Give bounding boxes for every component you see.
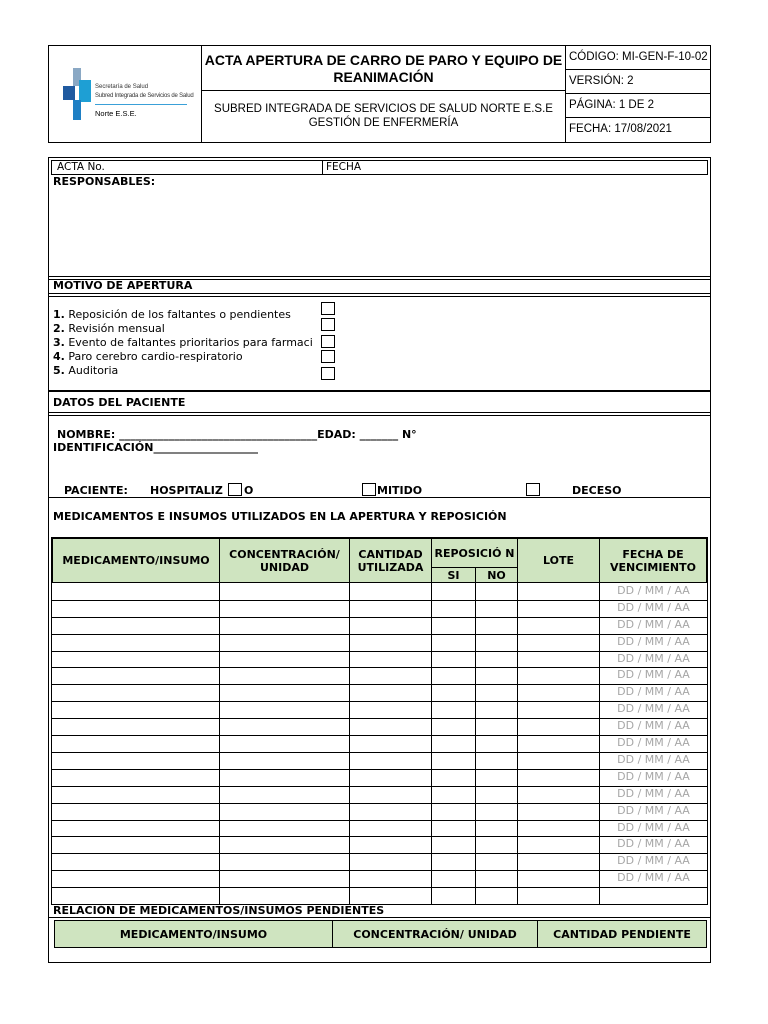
table-cell[interactable] bbox=[219, 634, 350, 652]
col-lote: LOTE bbox=[517, 538, 600, 583]
table-cell[interactable] bbox=[517, 634, 600, 652]
table-cell[interactable] bbox=[349, 701, 432, 719]
table-cell[interactable] bbox=[219, 718, 350, 736]
table-cell[interactable] bbox=[599, 853, 708, 871]
col-concentracion: CONCENTRACIÓN/ UNIDAD bbox=[219, 538, 350, 583]
table-cell[interactable] bbox=[349, 684, 432, 702]
logo-text-2: Subred Integrada de Servicios de Salud bbox=[95, 93, 194, 99]
table-cell[interactable] bbox=[52, 786, 220, 804]
table-cell[interactable] bbox=[599, 617, 708, 635]
table-cell[interactable] bbox=[431, 769, 476, 787]
date-placeholder: DD / MM / AA bbox=[617, 854, 690, 868]
hospitaliz-o-label: O bbox=[244, 484, 254, 497]
table-cell[interactable] bbox=[599, 887, 708, 905]
table-cell[interactable] bbox=[349, 786, 432, 804]
table-row bbox=[52, 667, 707, 684]
motivo-item-1 bbox=[53, 308, 291, 321]
table-cell[interactable] bbox=[431, 836, 476, 854]
table-cell[interactable] bbox=[349, 600, 432, 618]
table-cell[interactable] bbox=[517, 684, 600, 702]
col-cantidad: CANTIDAD UTILIZADA bbox=[349, 538, 432, 583]
table-cell[interactable] bbox=[52, 735, 220, 753]
table-cell[interactable] bbox=[517, 583, 600, 601]
table-cell[interactable] bbox=[475, 617, 518, 635]
table-cell[interactable] bbox=[599, 752, 708, 770]
table-cell[interactable] bbox=[52, 651, 220, 669]
table-cell[interactable] bbox=[349, 853, 432, 871]
table-cell[interactable] bbox=[52, 634, 220, 652]
date-placeholder: DD / MM / AA bbox=[617, 584, 690, 597]
table-cell[interactable] bbox=[517, 752, 600, 770]
table-cell[interactable] bbox=[599, 735, 708, 753]
table-cell[interactable] bbox=[431, 853, 476, 871]
table-cell[interactable] bbox=[599, 786, 708, 804]
table-cell[interactable] bbox=[219, 600, 350, 618]
table-cell[interactable] bbox=[52, 684, 220, 702]
table-row bbox=[52, 803, 707, 820]
table-row bbox=[52, 600, 707, 617]
medicamentos-table bbox=[51, 537, 708, 905]
table-cell[interactable] bbox=[349, 735, 432, 753]
date-placeholder: DD / MM / AA bbox=[617, 617, 690, 631]
col2-cantidad-pendiente: CANTIDAD PENDIENTE bbox=[537, 920, 707, 948]
table-cell[interactable] bbox=[349, 651, 432, 669]
pendientes-title: RELACIÓN DE MEDICAMENTOS/INSUMOS PENDIENTES bbox=[53, 904, 385, 917]
motivo-checkbox-1[interactable] bbox=[321, 302, 335, 315]
table-cell[interactable] bbox=[475, 583, 518, 601]
divider bbox=[49, 293, 710, 297]
table-cell[interactable] bbox=[475, 853, 518, 871]
motivo-num: 3. bbox=[53, 336, 65, 349]
table-cell[interactable] bbox=[431, 786, 476, 804]
table-cell[interactable] bbox=[599, 634, 708, 652]
table-cell[interactable] bbox=[52, 769, 220, 787]
table-cell[interactable] bbox=[475, 684, 518, 702]
identificacion-line[interactable]: IDENTIFICACIÓN___________________ bbox=[53, 441, 258, 454]
table-cell[interactable] bbox=[599, 667, 708, 685]
codigo: CÓDIGO: MI-GEN-F-10-02 bbox=[566, 46, 711, 70]
table-cell[interactable] bbox=[349, 718, 432, 736]
table-cell[interactable] bbox=[219, 836, 350, 854]
motivo-item-5 bbox=[53, 364, 118, 377]
date-placeholder: DD / MM / AA bbox=[617, 752, 690, 766]
table-cell[interactable] bbox=[219, 667, 350, 685]
table-cell[interactable] bbox=[219, 735, 350, 753]
table-row bbox=[52, 870, 707, 887]
logo-text-1: Secretaría de Salud bbox=[95, 84, 149, 90]
date-placeholder: DD / MM / AA bbox=[617, 685, 690, 699]
deceso-checkbox[interactable] bbox=[526, 483, 540, 496]
paciente-label: PACIENTE: bbox=[64, 484, 128, 497]
table-row bbox=[52, 769, 707, 786]
table-cell[interactable] bbox=[219, 752, 350, 770]
table-cell[interactable] bbox=[431, 718, 476, 736]
fecha-label: FECHA bbox=[326, 161, 362, 173]
table-cell[interactable] bbox=[431, 684, 476, 702]
table-body bbox=[52, 583, 707, 904]
table-cell[interactable] bbox=[219, 701, 350, 719]
motivo-text: Evento de faltantes prioritarios para farmaci bbox=[68, 336, 313, 349]
table-cell[interactable] bbox=[517, 701, 600, 719]
table-cell[interactable] bbox=[517, 769, 600, 787]
table-row bbox=[52, 718, 707, 735]
logo-mark-block bbox=[63, 86, 75, 100]
table-cell[interactable] bbox=[52, 870, 220, 888]
table-cell[interactable] bbox=[517, 836, 600, 854]
motivo-checkbox-3[interactable] bbox=[321, 335, 335, 348]
table-cell[interactable] bbox=[52, 600, 220, 618]
document-subtitle: SUBRED INTEGRADA DE SERVICIOS DE SALUD NORTE E.S.E GESTIÓN DE ENFERMERÍA bbox=[202, 91, 566, 142]
table-cell[interactable] bbox=[349, 820, 432, 838]
table-cell[interactable] bbox=[517, 786, 600, 804]
table-cell[interactable] bbox=[599, 769, 708, 787]
table-cell[interactable] bbox=[431, 735, 476, 753]
table-cell[interactable] bbox=[475, 752, 518, 770]
remitido-checkbox[interactable] bbox=[362, 483, 376, 496]
logo bbox=[49, 46, 202, 142]
table-cell[interactable] bbox=[52, 803, 220, 821]
table-row bbox=[52, 735, 707, 752]
table-cell[interactable] bbox=[475, 836, 518, 854]
table-cell[interactable] bbox=[52, 617, 220, 635]
table-cell[interactable] bbox=[219, 870, 350, 888]
acta-divider bbox=[322, 161, 323, 174]
logo-divider bbox=[95, 104, 187, 105]
table-cell[interactable] bbox=[599, 820, 708, 838]
table-cell[interactable] bbox=[475, 667, 518, 685]
date-placeholder: DD / MM / AA bbox=[617, 786, 690, 800]
table-cell[interactable] bbox=[349, 634, 432, 652]
divider bbox=[49, 412, 710, 416]
table-cell[interactable] bbox=[431, 803, 476, 821]
responsables-field[interactable] bbox=[53, 190, 703, 274]
table-cell[interactable] bbox=[349, 617, 432, 635]
table-cell[interactable] bbox=[475, 820, 518, 838]
motivo-item-4 bbox=[53, 350, 243, 363]
table-cell[interactable] bbox=[52, 836, 220, 854]
motivo-text: Reposición de los faltantes o pendientes bbox=[68, 308, 291, 321]
table-cell[interactable] bbox=[219, 786, 350, 804]
col-medicamento: MEDICAMENTO/INSUMO bbox=[52, 538, 220, 583]
table-cell[interactable] bbox=[219, 820, 350, 838]
date-placeholder: DD / MM / AA bbox=[617, 871, 690, 885]
table-cell[interactable] bbox=[431, 870, 476, 888]
form-body bbox=[48, 157, 711, 963]
table-cell[interactable] bbox=[475, 803, 518, 821]
table-cell[interactable] bbox=[349, 836, 432, 854]
nombre-edad-line[interactable]: NOMBRE: ____________________________________EDAD: _______ N° bbox=[57, 428, 417, 441]
date-placeholder: DD / MM / AA bbox=[617, 769, 690, 783]
motivo-checkbox-4[interactable] bbox=[321, 350, 335, 363]
table-row bbox=[52, 651, 707, 668]
table-cell[interactable] bbox=[517, 718, 600, 736]
table-cell[interactable] bbox=[219, 853, 350, 871]
table-cell[interactable] bbox=[599, 803, 708, 821]
motivo-item-2 bbox=[53, 322, 165, 335]
table-row bbox=[52, 617, 707, 634]
table-cell[interactable] bbox=[599, 600, 708, 618]
motivo-num: 5. bbox=[53, 364, 65, 377]
logo-mark-block bbox=[79, 80, 91, 102]
logo-text-3: Norte E.S.E. bbox=[95, 109, 137, 118]
logo-mark-block bbox=[73, 100, 81, 120]
table-cell[interactable] bbox=[599, 583, 708, 601]
document-header bbox=[48, 45, 711, 143]
date-placeholder: DD / MM / AA bbox=[617, 600, 690, 614]
table-row bbox=[52, 786, 707, 803]
version: VERSIÓN: 2 bbox=[566, 70, 711, 94]
table-cell[interactable] bbox=[219, 887, 350, 905]
motivo-checkbox-5[interactable] bbox=[321, 367, 335, 380]
table-cell[interactable] bbox=[349, 887, 432, 905]
table-cell[interactable] bbox=[219, 651, 350, 669]
medicamentos-title: MEDICAMENTOS E INSUMOS UTILIZADOS EN LA APERTURA Y REPOSICIÓN bbox=[53, 510, 507, 523]
table-row bbox=[52, 701, 707, 718]
motivo-text: Revisión mensual bbox=[68, 322, 165, 335]
table-cell[interactable] bbox=[475, 600, 518, 618]
col-no: NO bbox=[475, 567, 518, 583]
motivo-text: Auditoria bbox=[68, 364, 119, 377]
col2-concentracion: CONCENTRACIÓN/ UNIDAD bbox=[332, 920, 538, 948]
table-cell[interactable] bbox=[431, 617, 476, 635]
motivo-title: MOTIVO DE APERTURA bbox=[53, 279, 193, 292]
table-cell[interactable] bbox=[349, 583, 432, 601]
motivo-checkbox-2[interactable] bbox=[321, 318, 335, 331]
table-cell[interactable] bbox=[431, 600, 476, 618]
table-cell[interactable] bbox=[219, 803, 350, 821]
table-cell[interactable] bbox=[599, 651, 708, 669]
table-cell[interactable] bbox=[52, 701, 220, 719]
table-row bbox=[52, 752, 707, 769]
col-fecha-vencimiento: FECHA DE VENCIMIENTO bbox=[599, 538, 707, 583]
table-cell[interactable] bbox=[599, 836, 708, 854]
table-cell[interactable] bbox=[475, 769, 518, 787]
table-cell[interactable] bbox=[431, 583, 476, 601]
pagina: PÁGINA: 1 DE 2 bbox=[566, 94, 711, 118]
table-cell[interactable] bbox=[431, 820, 476, 838]
table-cell[interactable] bbox=[517, 803, 600, 821]
table-cell[interactable] bbox=[431, 651, 476, 669]
table-cell[interactable] bbox=[349, 752, 432, 770]
table-cell[interactable] bbox=[475, 786, 518, 804]
table-cell[interactable] bbox=[52, 667, 220, 685]
table-cell[interactable] bbox=[52, 820, 220, 838]
date-placeholder: DD / MM / AA bbox=[617, 820, 690, 834]
date-placeholder: DD / MM / AA bbox=[617, 634, 690, 648]
table-cell[interactable] bbox=[52, 752, 220, 770]
table-row bbox=[52, 684, 707, 701]
table-cell[interactable] bbox=[517, 870, 600, 888]
table-cell[interactable] bbox=[349, 803, 432, 821]
table-cell[interactable] bbox=[431, 701, 476, 719]
motivo-num: 2. bbox=[53, 322, 65, 335]
table-cell[interactable] bbox=[219, 684, 350, 702]
divider bbox=[49, 390, 710, 392]
col-si: SI bbox=[431, 567, 476, 583]
date-placeholder: DD / MM / AA bbox=[617, 803, 690, 817]
document-title: ACTA APERTURA DE CARRO DE PARO Y EQUIPO DE REANIMACIÓN bbox=[202, 46, 566, 91]
table-cell[interactable] bbox=[431, 634, 476, 652]
table-cell[interactable] bbox=[599, 718, 708, 736]
col2-medicamento: MEDICAMENTO/INSUMO bbox=[54, 920, 333, 948]
table-cell[interactable] bbox=[599, 870, 708, 888]
mitido-label: MITIDO bbox=[377, 484, 423, 497]
table-cell[interactable] bbox=[517, 853, 600, 871]
table-cell[interactable] bbox=[52, 583, 220, 601]
table-cell[interactable] bbox=[475, 735, 518, 753]
table-cell[interactable] bbox=[52, 887, 220, 905]
date-placeholder: DD / MM / AA bbox=[617, 719, 690, 733]
table-cell[interactable] bbox=[599, 701, 708, 719]
table-cell[interactable] bbox=[517, 651, 600, 669]
table-cell[interactable] bbox=[475, 870, 518, 888]
table-cell[interactable] bbox=[517, 820, 600, 838]
hospitaliz-label: HOSPITALIZ bbox=[150, 484, 223, 497]
table-row bbox=[52, 820, 707, 837]
date-placeholder: DD / MM / AA bbox=[617, 668, 690, 682]
table-cell[interactable] bbox=[219, 617, 350, 635]
table-cell[interactable] bbox=[349, 769, 432, 787]
acta-row bbox=[51, 160, 708, 175]
date-placeholder: DD / MM / AA bbox=[617, 736, 690, 750]
motivo-num: 4. bbox=[53, 350, 65, 363]
date-placeholder: DD / MM / AA bbox=[617, 837, 690, 851]
acta-no-label: ACTA No. bbox=[57, 161, 105, 173]
table-cell[interactable] bbox=[475, 634, 518, 652]
motivo-num: 1. bbox=[53, 308, 65, 321]
table-cell[interactable] bbox=[431, 667, 476, 685]
table-cell[interactable] bbox=[517, 887, 600, 905]
table-cell[interactable] bbox=[517, 600, 600, 618]
table-cell[interactable] bbox=[517, 735, 600, 753]
table-cell[interactable] bbox=[52, 718, 220, 736]
table-cell[interactable] bbox=[349, 667, 432, 685]
table-cell[interactable] bbox=[475, 701, 518, 719]
table-cell[interactable] bbox=[517, 667, 600, 685]
datos-title: DATOS DEL PACIENTE bbox=[53, 396, 186, 409]
table-row bbox=[52, 853, 707, 870]
responsables-label: RESPONSABLES: bbox=[53, 175, 156, 188]
table-row bbox=[52, 583, 707, 600]
table-row bbox=[52, 887, 707, 904]
table-cell[interactable] bbox=[349, 870, 432, 888]
table-cell[interactable] bbox=[475, 887, 518, 905]
table-row bbox=[52, 634, 707, 651]
table-cell[interactable] bbox=[431, 752, 476, 770]
table-cell[interactable] bbox=[431, 887, 476, 905]
hospitalizado-checkbox[interactable] bbox=[228, 483, 242, 496]
date-placeholder: DD / MM / AA bbox=[617, 651, 690, 665]
table-cell[interactable] bbox=[599, 684, 708, 702]
motivo-text: Paro cerebro cardio-respiratorio bbox=[68, 350, 243, 363]
table-cell[interactable] bbox=[517, 617, 600, 635]
table-row bbox=[52, 836, 707, 853]
table-cell[interactable] bbox=[52, 853, 220, 871]
divider bbox=[49, 497, 710, 498]
deceso-label: DECESO bbox=[572, 484, 622, 497]
col-reposicion: REPOSICIÓ N bbox=[431, 538, 518, 568]
date-placeholder: DD / MM / AA bbox=[617, 702, 690, 716]
table-cell[interactable] bbox=[219, 583, 350, 601]
table-cell[interactable] bbox=[219, 769, 350, 787]
table-cell[interactable] bbox=[475, 651, 518, 669]
motivo-item-3 bbox=[53, 336, 321, 349]
table-cell[interactable] bbox=[475, 718, 518, 736]
fecha-documento: FECHA: 17/08/2021 bbox=[569, 123, 672, 135]
